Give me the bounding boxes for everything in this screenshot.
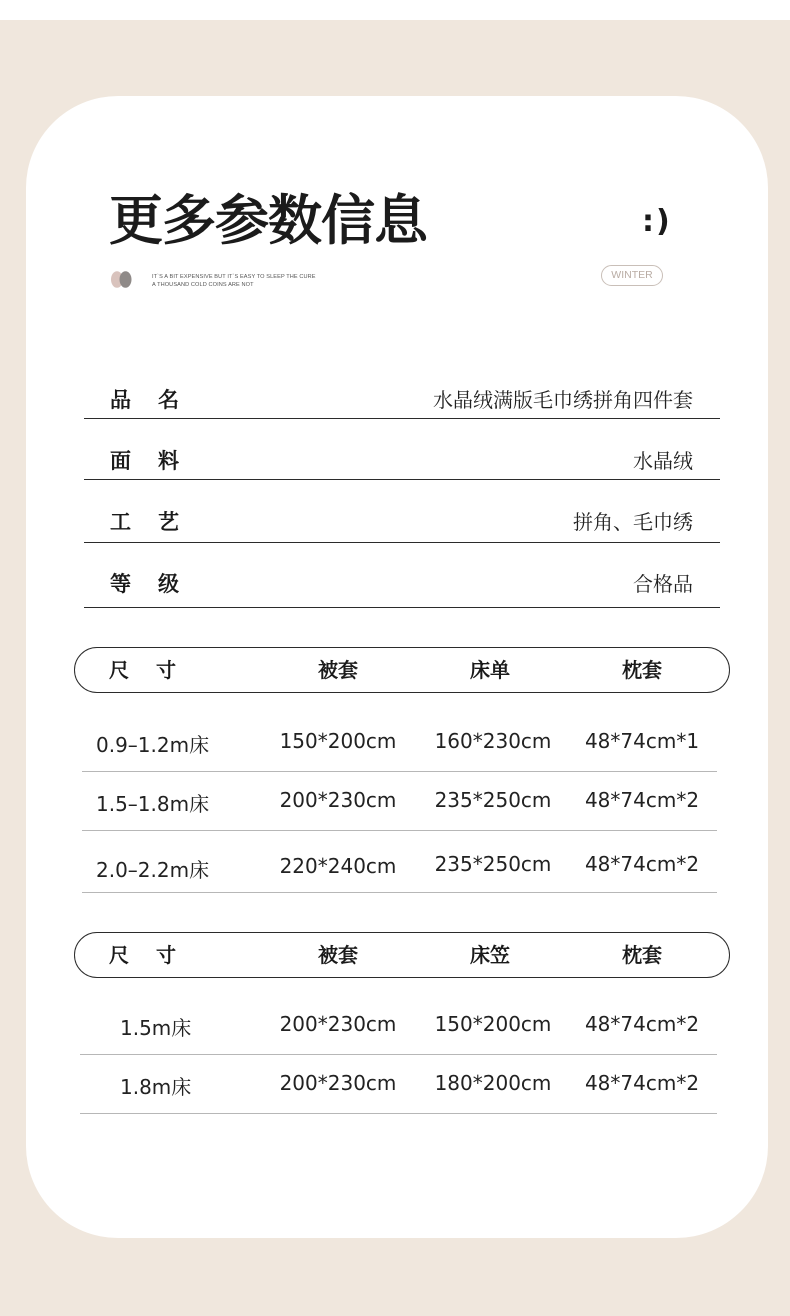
table-cell: 235*250cm [434, 788, 552, 812]
table-cell: 200*230cm [279, 788, 397, 812]
column-header-fitted-sheet: 床笠 [470, 943, 510, 967]
table-row [82, 712, 717, 772]
table-cell: 235*250cm [434, 852, 552, 876]
table-cell: 1.8m床 [120, 1075, 192, 1099]
table-cell: 48*74cm*2 [584, 852, 700, 876]
table-cell: 48*74cm*2 [584, 1071, 700, 1095]
spec-row-craft [84, 481, 720, 543]
table-row [80, 995, 717, 1055]
table-row [82, 831, 717, 893]
table-cell: 1.5–1.8m床 [96, 792, 210, 816]
table-row [82, 772, 717, 831]
table-cell: 150*200cm [434, 1012, 552, 1036]
season-badge: WINTER [601, 265, 663, 286]
table-cell: 180*200cm [434, 1071, 552, 1095]
column-header-pillowcase: 枕套 [622, 658, 662, 682]
table-cell: 2.0–2.2m床 [96, 858, 210, 882]
column-header-size: 尺寸 [109, 658, 203, 682]
table-cell: 160*230cm [434, 729, 552, 753]
tagline-line-1: IT`S A BIT EXPENSIVE BUT IT`S EASY TO SLEEP THE CURE [152, 274, 316, 280]
spec-label: 品名 [110, 388, 206, 412]
column-header-sheet: 床单 [470, 658, 510, 682]
table-cell: 48*74cm*1 [584, 729, 700, 753]
spec-value: 水晶绒满版毛巾绣拼角四件套 [433, 388, 693, 412]
size-table-header [74, 647, 730, 693]
table-row [80, 1055, 717, 1114]
tagline [152, 274, 316, 289]
spec-row-name [84, 370, 720, 419]
table-cell: 220*240cm [279, 854, 397, 878]
table-cell: 200*230cm [279, 1012, 397, 1036]
spec-row-fabric [84, 420, 720, 480]
column-header-duvet: 被套 [318, 658, 358, 682]
column-header-pillowcase: 枕套 [622, 943, 662, 967]
table-cell: 48*74cm*2 [584, 788, 700, 812]
spec-value: 拼角、毛巾绣 [573, 510, 693, 534]
smiley-emoticon: :) [642, 204, 672, 239]
table-cell: 1.5m床 [120, 1016, 192, 1040]
spec-label: 工艺 [110, 510, 206, 534]
table-cell: 200*230cm [279, 1071, 397, 1095]
decorative-circles-icon [110, 271, 132, 288]
table-cell: 48*74cm*2 [584, 1012, 700, 1036]
size-table-header [74, 932, 730, 978]
spec-row-grade [84, 544, 720, 608]
table-cell: 150*200cm [279, 729, 397, 753]
column-header-size: 尺寸 [109, 943, 203, 967]
page-title: 更多参数信息 [109, 189, 427, 252]
spec-value: 水晶绒 [633, 449, 693, 473]
spec-value: 合格品 [633, 572, 693, 596]
tagline-line-2: A THOUSAND COLD COINS ARE NOT [152, 281, 254, 288]
table-cell: 0.9–1.2m床 [96, 733, 210, 757]
spec-label: 等级 [110, 572, 206, 596]
spec-label: 面料 [110, 449, 206, 473]
column-header-duvet: 被套 [318, 943, 358, 967]
